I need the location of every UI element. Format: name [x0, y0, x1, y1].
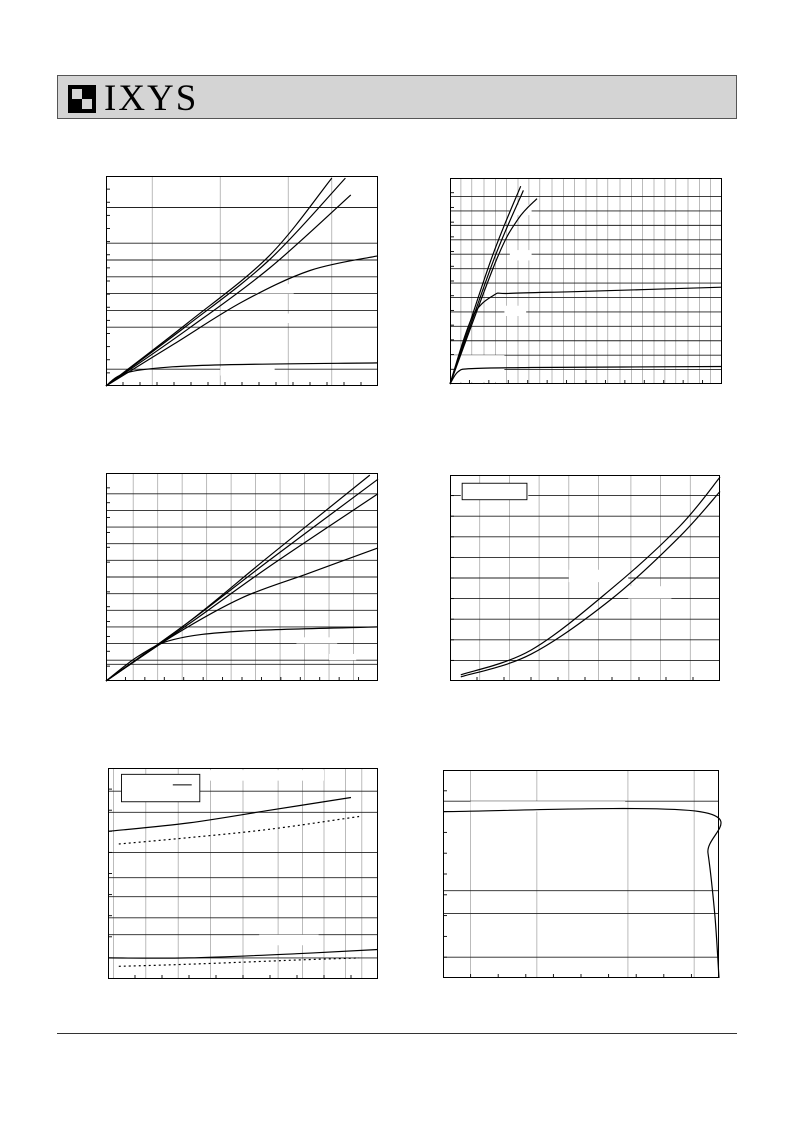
- legend-box: [462, 483, 527, 499]
- company-name: IXYS: [104, 78, 199, 119]
- label-gap: [259, 935, 318, 946]
- curve: [106, 256, 378, 386]
- legend-box: [122, 774, 200, 801]
- label-gap: [296, 637, 337, 643]
- chart-5: [108, 768, 378, 979]
- chart-2: [450, 178, 722, 384]
- chart-1: [106, 176, 378, 386]
- label-gap: [329, 654, 356, 660]
- curve: [108, 798, 351, 832]
- chart-3: [106, 473, 378, 681]
- curve: [106, 178, 332, 386]
- label-gap: [264, 314, 297, 323]
- curve: [443, 809, 721, 978]
- label-gap: [569, 570, 628, 582]
- curve: [106, 548, 378, 681]
- label-gap: [510, 250, 532, 260]
- footer-rule: [57, 1033, 737, 1034]
- curve: [119, 958, 359, 966]
- curve: [106, 475, 370, 681]
- curve: [461, 492, 720, 677]
- label-gap: [189, 770, 324, 781]
- chart-4: [450, 475, 720, 681]
- label-gap: [504, 306, 526, 316]
- curve: [106, 178, 345, 386]
- label-gap: [220, 367, 274, 375]
- label-gap: [628, 586, 671, 598]
- chart-6: [443, 770, 719, 978]
- header-bar: [57, 75, 737, 119]
- curve: [119, 817, 359, 845]
- curve: [106, 627, 378, 681]
- ixys-logo-mark-icon: [68, 85, 96, 113]
